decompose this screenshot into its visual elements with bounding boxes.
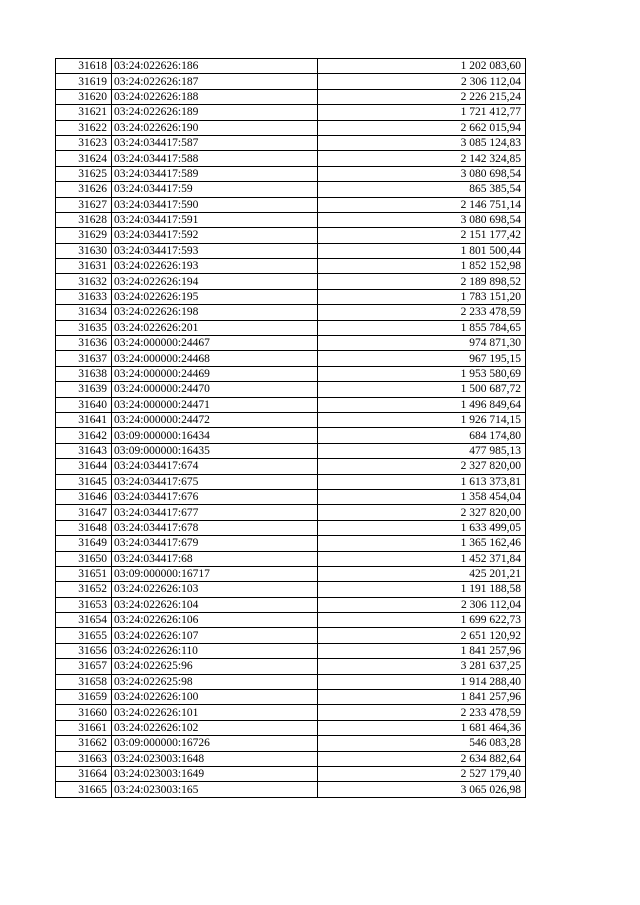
cadastral-value-cell: 1 841 257,96 (318, 643, 526, 658)
cadastral-number-cell: 03:24:034417:677 (112, 505, 318, 520)
cadastral-number-cell: 03:24:034417:59 (112, 182, 318, 197)
cadastral-value-cell: 1 202 083,60 (318, 59, 526, 74)
cadastral-number-cell: 03:09:000000:16717 (112, 566, 318, 581)
cadastral-number-cell: 03:24:000000:24472 (112, 412, 318, 427)
cadastral-number-cell: 03:24:022626:107 (112, 628, 318, 643)
cadastral-value-cell: 1 783 151,20 (318, 289, 526, 304)
cadastral-number-cell: 03:09:000000:16726 (112, 736, 318, 751)
cadastral-value-cell: 2 189 898,52 (318, 274, 526, 289)
cadastral-value-cell: 1 914 288,40 (318, 674, 526, 689)
cadastral-number-cell: 03:24:000000:24468 (112, 351, 318, 366)
cadastral-value-cell: 546 083,28 (318, 736, 526, 751)
cadastral-value-cell: 2 327 820,00 (318, 505, 526, 520)
row-number-cell: 31663 (56, 751, 112, 766)
row-number-cell: 31632 (56, 274, 112, 289)
row-number-cell: 31648 (56, 520, 112, 535)
row-number-cell: 31634 (56, 305, 112, 320)
table-row (56, 259, 526, 274)
row-number-cell: 31646 (56, 489, 112, 504)
cadastral-value-cell: 2 527 179,40 (318, 766, 526, 781)
cadastral-number-cell: 03:24:022626:187 (112, 74, 318, 89)
table-row (56, 428, 526, 443)
cadastral-number-cell: 03:24:022626:110 (112, 643, 318, 658)
row-number-cell: 31620 (56, 89, 112, 104)
cadastral-number-cell: 03:24:022626:100 (112, 690, 318, 705)
table-row (56, 489, 526, 504)
row-number-cell: 31621 (56, 105, 112, 120)
cadastral-number-cell: 03:24:022625:96 (112, 659, 318, 674)
table-row (56, 151, 526, 166)
cadastral-number-cell: 03:24:023003:1648 (112, 751, 318, 766)
cadastral-number-cell: 03:09:000000:16434 (112, 428, 318, 443)
table-row (56, 705, 526, 720)
row-number-cell: 31660 (56, 705, 112, 720)
row-number-cell: 31665 (56, 782, 112, 797)
row-number-cell: 31653 (56, 597, 112, 612)
cadastral-value-cell: 1 496 849,64 (318, 397, 526, 412)
cadastral-number-cell: 03:24:034417:590 (112, 197, 318, 212)
row-number-cell: 31625 (56, 166, 112, 181)
cadastral-value-cell: 1 926 714,15 (318, 412, 526, 427)
table-row (56, 366, 526, 381)
row-number-cell: 31656 (56, 643, 112, 658)
cadastral-number-cell: 03:24:023003:165 (112, 782, 318, 797)
table-row (56, 736, 526, 751)
cadastral-number-cell: 03:24:022626:104 (112, 597, 318, 612)
row-number-cell: 31624 (56, 151, 112, 166)
cadastral-number-cell: 03:24:034417:593 (112, 243, 318, 258)
table-row (56, 105, 526, 120)
cadastral-value-cell: 1 852 152,98 (318, 259, 526, 274)
cadastral-number-cell: 03:24:034417:68 (112, 551, 318, 566)
table-row (56, 397, 526, 412)
cadastral-value-cell: 3 085 124,83 (318, 135, 526, 150)
cadastral-value-cell: 1 500 687,72 (318, 382, 526, 397)
row-number-cell: 31640 (56, 397, 112, 412)
table-row (56, 212, 526, 227)
cadastral-value-cell: 1 801 500,44 (318, 243, 526, 258)
table-row (56, 89, 526, 104)
cadastral-value-cell: 1 613 373,81 (318, 474, 526, 489)
table-row (56, 59, 526, 74)
cadastral-number-cell: 03:24:000000:24469 (112, 366, 318, 381)
cadastral-number-cell: 03:24:022626:198 (112, 305, 318, 320)
cadastral-number-cell: 03:24:022626:106 (112, 613, 318, 628)
row-number-cell: 31645 (56, 474, 112, 489)
row-number-cell: 31638 (56, 366, 112, 381)
table-row (56, 459, 526, 474)
cadastral-number-cell: 03:24:022626:194 (112, 274, 318, 289)
table-row (56, 243, 526, 258)
cadastral-number-cell: 03:24:034417:588 (112, 151, 318, 166)
cadastral-number-cell: 03:24:022626:201 (112, 320, 318, 335)
row-number-cell: 31639 (56, 382, 112, 397)
row-number-cell: 31643 (56, 443, 112, 458)
cadastral-number-cell: 03:24:022626:190 (112, 120, 318, 135)
table-row (56, 412, 526, 427)
row-number-cell: 31641 (56, 412, 112, 427)
row-number-cell: 31627 (56, 197, 112, 212)
cadastral-number-cell: 03:24:034417:589 (112, 166, 318, 181)
row-number-cell: 31649 (56, 536, 112, 551)
row-number-cell: 31652 (56, 582, 112, 597)
row-number-cell: 31650 (56, 551, 112, 566)
row-number-cell: 31622 (56, 120, 112, 135)
cadastral-number-cell: 03:24:034417:678 (112, 520, 318, 535)
table-row (56, 643, 526, 658)
cadastral-number-cell: 03:24:034417:592 (112, 228, 318, 243)
table-row (56, 74, 526, 89)
cadastral-value-cell: 2 142 324,85 (318, 151, 526, 166)
cadastral-value-cell: 684 174,80 (318, 428, 526, 443)
row-number-cell: 31629 (56, 228, 112, 243)
table-row (56, 566, 526, 581)
cadastral-value-cell: 2 306 112,04 (318, 74, 526, 89)
table-row (56, 120, 526, 135)
table-row (56, 551, 526, 566)
table-row (56, 782, 526, 797)
cadastral-value-cell: 1 841 257,96 (318, 690, 526, 705)
cadastral-value-cell: 865 385,54 (318, 182, 526, 197)
row-number-cell: 31623 (56, 135, 112, 150)
cadastral-value-cell: 3 080 698,54 (318, 166, 526, 181)
cadastral-value-cell: 1 953 580,69 (318, 366, 526, 381)
cadastral-number-cell: 03:24:022626:101 (112, 705, 318, 720)
cadastral-number-cell: 03:24:022625:98 (112, 674, 318, 689)
row-number-cell: 31655 (56, 628, 112, 643)
table-row (56, 135, 526, 150)
cadastral-value-cell: 1 699 622,73 (318, 613, 526, 628)
row-number-cell: 31626 (56, 182, 112, 197)
cadastral-value-cell: 1 358 454,04 (318, 489, 526, 504)
cadastral-number-cell: 03:24:022626:188 (112, 89, 318, 104)
table-row (56, 443, 526, 458)
row-number-cell: 31657 (56, 659, 112, 674)
row-number-cell: 31659 (56, 690, 112, 705)
table-row (56, 382, 526, 397)
cadastral-number-cell: 03:24:034417:676 (112, 489, 318, 504)
cadastral-number-cell: 03:24:022626:195 (112, 289, 318, 304)
cadastral-value-cell: 2 226 215,24 (318, 89, 526, 104)
cadastral-number-cell: 03:24:034417:679 (112, 536, 318, 551)
cadastral-value-cell: 2 306 112,04 (318, 597, 526, 612)
cadastral-number-cell: 03:24:034417:674 (112, 459, 318, 474)
row-number-cell: 31658 (56, 674, 112, 689)
cadastral-value-cell: 2 662 015,94 (318, 120, 526, 135)
table-row (56, 228, 526, 243)
cadastral-value-cell: 2 146 751,14 (318, 197, 526, 212)
table-row (56, 720, 526, 735)
row-number-cell: 31637 (56, 351, 112, 366)
cadastral-value-cell: 1 633 499,05 (318, 520, 526, 535)
table-row (56, 336, 526, 351)
cadastral-number-cell: 03:24:022626:102 (112, 720, 318, 735)
row-number-cell: 31628 (56, 212, 112, 227)
row-number-cell: 31654 (56, 613, 112, 628)
cadastral-value-cell: 2 327 820,00 (318, 459, 526, 474)
cadastral-value-cell: 3 281 637,25 (318, 659, 526, 674)
cadastral-number-cell: 03:24:000000:24471 (112, 397, 318, 412)
row-number-cell: 31619 (56, 74, 112, 89)
cadastral-value-cell: 3 065 026,98 (318, 782, 526, 797)
table-row (56, 659, 526, 674)
row-number-cell: 31664 (56, 766, 112, 781)
table-row (56, 197, 526, 212)
table-row (56, 320, 526, 335)
table-row (56, 474, 526, 489)
cadastral-number-cell: 03:24:023003:1649 (112, 766, 318, 781)
cadastral-value-cell: 1 365 162,46 (318, 536, 526, 551)
table-row (56, 690, 526, 705)
cadastral-value-cell: 425 201,21 (318, 566, 526, 581)
cadastral-value-cell: 1 452 371,84 (318, 551, 526, 566)
cadastral-number-cell: 03:24:022626:189 (112, 105, 318, 120)
table-row (56, 305, 526, 320)
cadastral-value-cell: 1 721 412,77 (318, 105, 526, 120)
cadastral-value-cell: 967 195,15 (318, 351, 526, 366)
cadastral-number-cell: 03:24:000000:24467 (112, 336, 318, 351)
table-row (56, 597, 526, 612)
row-number-cell: 31636 (56, 336, 112, 351)
row-number-cell: 31647 (56, 505, 112, 520)
row-number-cell: 31661 (56, 720, 112, 735)
row-number-cell: 31642 (56, 428, 112, 443)
cadastral-number-cell: 03:09:000000:16435 (112, 443, 318, 458)
table-row (56, 289, 526, 304)
table-row (56, 520, 526, 535)
table-row (56, 505, 526, 520)
cadastral-number-cell: 03:24:022626:193 (112, 259, 318, 274)
table-row (56, 182, 526, 197)
table-row (56, 274, 526, 289)
row-number-cell: 31618 (56, 59, 112, 74)
row-number-cell: 31635 (56, 320, 112, 335)
cadastral-value-cell: 3 080 698,54 (318, 212, 526, 227)
table-row (56, 166, 526, 181)
cadastral-value-cell: 2 634 882,64 (318, 751, 526, 766)
cadastral-value-cell: 477 985,13 (318, 443, 526, 458)
cadastral-number-cell: 03:24:034417:587 (112, 135, 318, 150)
cadastral-number-cell: 03:24:022626:103 (112, 582, 318, 597)
cadastral-value-cell: 974 871,30 (318, 336, 526, 351)
cadastral-value-cell: 2 151 177,42 (318, 228, 526, 243)
row-number-cell: 31633 (56, 289, 112, 304)
table-row (56, 766, 526, 781)
row-number-cell: 31644 (56, 459, 112, 474)
cadastral-number-cell: 03:24:022626:186 (112, 59, 318, 74)
cadastral-number-cell: 03:24:034417:675 (112, 474, 318, 489)
table-row (56, 613, 526, 628)
row-number-cell: 31651 (56, 566, 112, 581)
cadastral-value-cell: 1 855 784,65 (318, 320, 526, 335)
cadastral-value-cell: 2 233 478,59 (318, 705, 526, 720)
table-body (56, 59, 526, 798)
cadastral-value-table (55, 58, 526, 798)
row-number-cell: 31662 (56, 736, 112, 751)
cadastral-number-cell: 03:24:000000:24470 (112, 382, 318, 397)
table-row (56, 628, 526, 643)
table-row (56, 536, 526, 551)
cadastral-value-cell: 1 191 188,58 (318, 582, 526, 597)
row-number-cell: 31631 (56, 259, 112, 274)
cadastral-number-cell: 03:24:034417:591 (112, 212, 318, 227)
cadastral-value-cell: 2 233 478,59 (318, 305, 526, 320)
table-row (56, 351, 526, 366)
cadastral-value-cell: 2 651 120,92 (318, 628, 526, 643)
cadastral-value-cell: 1 681 464,36 (318, 720, 526, 735)
row-number-cell: 31630 (56, 243, 112, 258)
table-row (56, 751, 526, 766)
table-row (56, 582, 526, 597)
table-row (56, 674, 526, 689)
